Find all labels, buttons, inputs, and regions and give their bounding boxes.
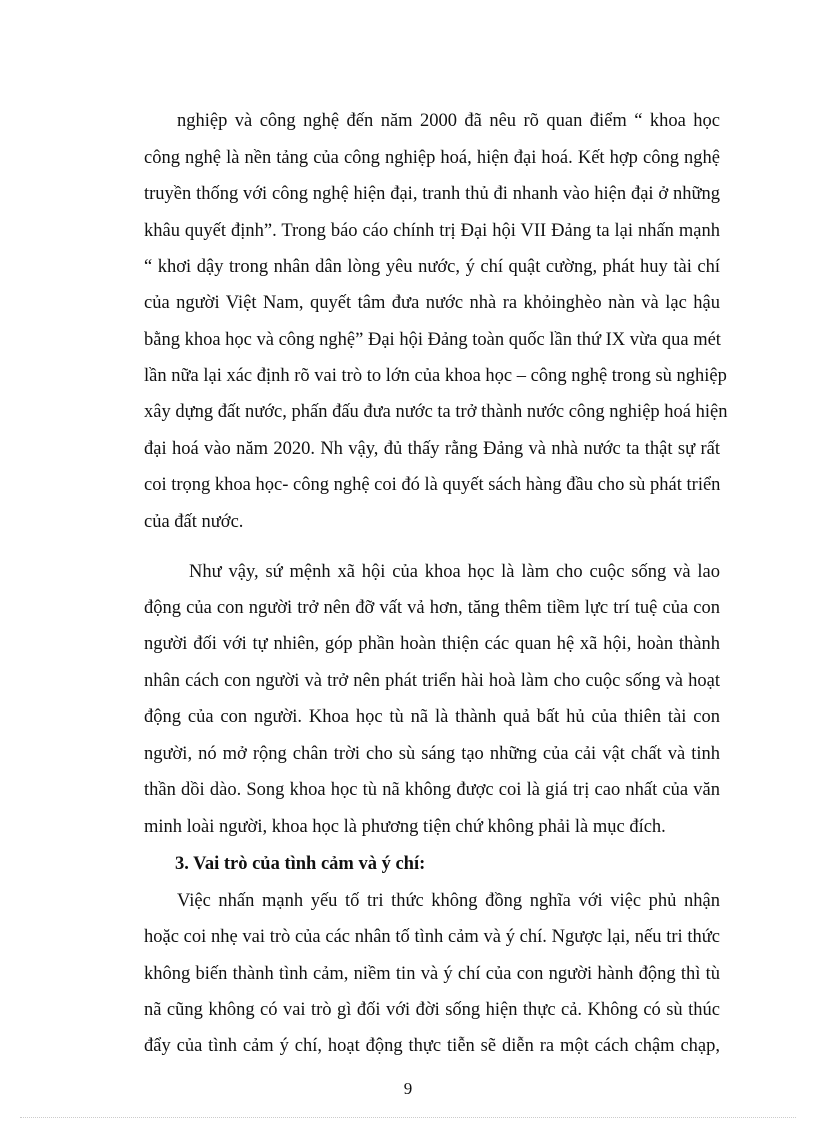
- page-bottom-rule: [20, 1117, 796, 1118]
- text-line: động của con người. Khoa học tù nã là thành quả bất hủ của thiên tài con: [144, 707, 720, 727]
- text-line: “ khơi dậy trong nhân dân lòng yêu nước, ý chí quật cường, phát huy tài chí: [144, 257, 720, 277]
- text-line: công nghệ là nền tảng của công nghiệp hoá, hiện đại hoá. Kết hợp công nghệ: [144, 148, 720, 168]
- text-line: xây dựng đất nước, phấn đấu đưa nước ta trở thành nước công nghiệp hoá hiện: [144, 402, 728, 422]
- text-line: Như vậy, sứ mệnh xã hội của khoa học là làm cho cuộc sống và lao: [189, 562, 720, 582]
- text-line: người đối với tự nhiên, góp phần hoàn thiện các quan hệ xã hội, hoàn thành: [144, 634, 720, 654]
- text-line: thần dồi dào. Song khoa học tù nã không được coi là giá trị cao nhất của văn: [144, 780, 720, 800]
- text-line: khâu quyết định”. Trong báo cáo chính trị Đại hội VII Đảng ta lại nhấn mạnh: [144, 221, 720, 241]
- section-heading: 3. Vai trò của tình cảm và ý chí:: [175, 854, 426, 874]
- text-line: đẩy của tình cảm ý chí, hoạt động thực tiễn sẽ diễn ra một cách chậm chạp,: [144, 1036, 720, 1056]
- text-line: nghiệp và công nghệ đến năm 2000 đã nêu rõ quan điểm “ khoa học: [177, 111, 720, 131]
- text-line: của người Việt Nam, quyết tâm đưa nước nhà ra khỏinghèo nàn và lạc hậu: [144, 293, 720, 313]
- text-line: Việc nhấn mạnh yếu tố tri thức không đồng nghĩa với việc phủ nhận: [177, 891, 720, 911]
- text-line: động của con người trở nên đỡ vất vả hơn, tăng thêm tiềm lực trí tuệ của con: [144, 598, 720, 618]
- text-line: nhân cách con người và trở nên phát triển hài hoà làm cho cuộc sống và hoạt: [144, 671, 720, 691]
- text-line: đại hoá vào năm 2020. Nh vậy, đủ thấy rằng Đảng và nhà nước ta thật sự rất: [144, 439, 720, 459]
- text-line: bằng khoa học và công nghệ” Đại hội Đảng toàn quốc lần thứ IX vừa qua mét: [144, 330, 721, 350]
- text-line: hoặc coi nhẹ vai trò của các nhân tố tình cảm và ý chí. Ngược lại, nếu tri thức: [144, 927, 720, 947]
- text-line: lần nữa lại xác định rõ vai trò to lớn của khoa học – công nghệ trong sù nghiệp: [144, 366, 727, 386]
- text-line: minh loài người, khoa học là phương tiện chứ không phải là mục đích.: [144, 817, 666, 837]
- text-line: truyền thống với công nghệ hiện đại, tranh thủ đi nhanh vào hiện đại ở những: [144, 184, 720, 204]
- text-line: nã cũng không có vai trò gì đối với đời sống hiện thực cả. Không có sù thúc: [144, 1000, 720, 1020]
- text-line: không biến thành tình cảm, niềm tin và ý chí của con người hành động thì tù: [144, 964, 720, 984]
- text-line: coi trọng khoa học- công nghệ coi đó là quyết sách hàng đầu cho sù phát triển: [144, 475, 721, 495]
- text-line: của đất nước.: [144, 512, 244, 532]
- text-line: người, nó mở rộng chân trời cho sù sáng tạo những của cải vật chất và tinh: [144, 744, 720, 764]
- page-number: 9: [403, 1079, 413, 1098]
